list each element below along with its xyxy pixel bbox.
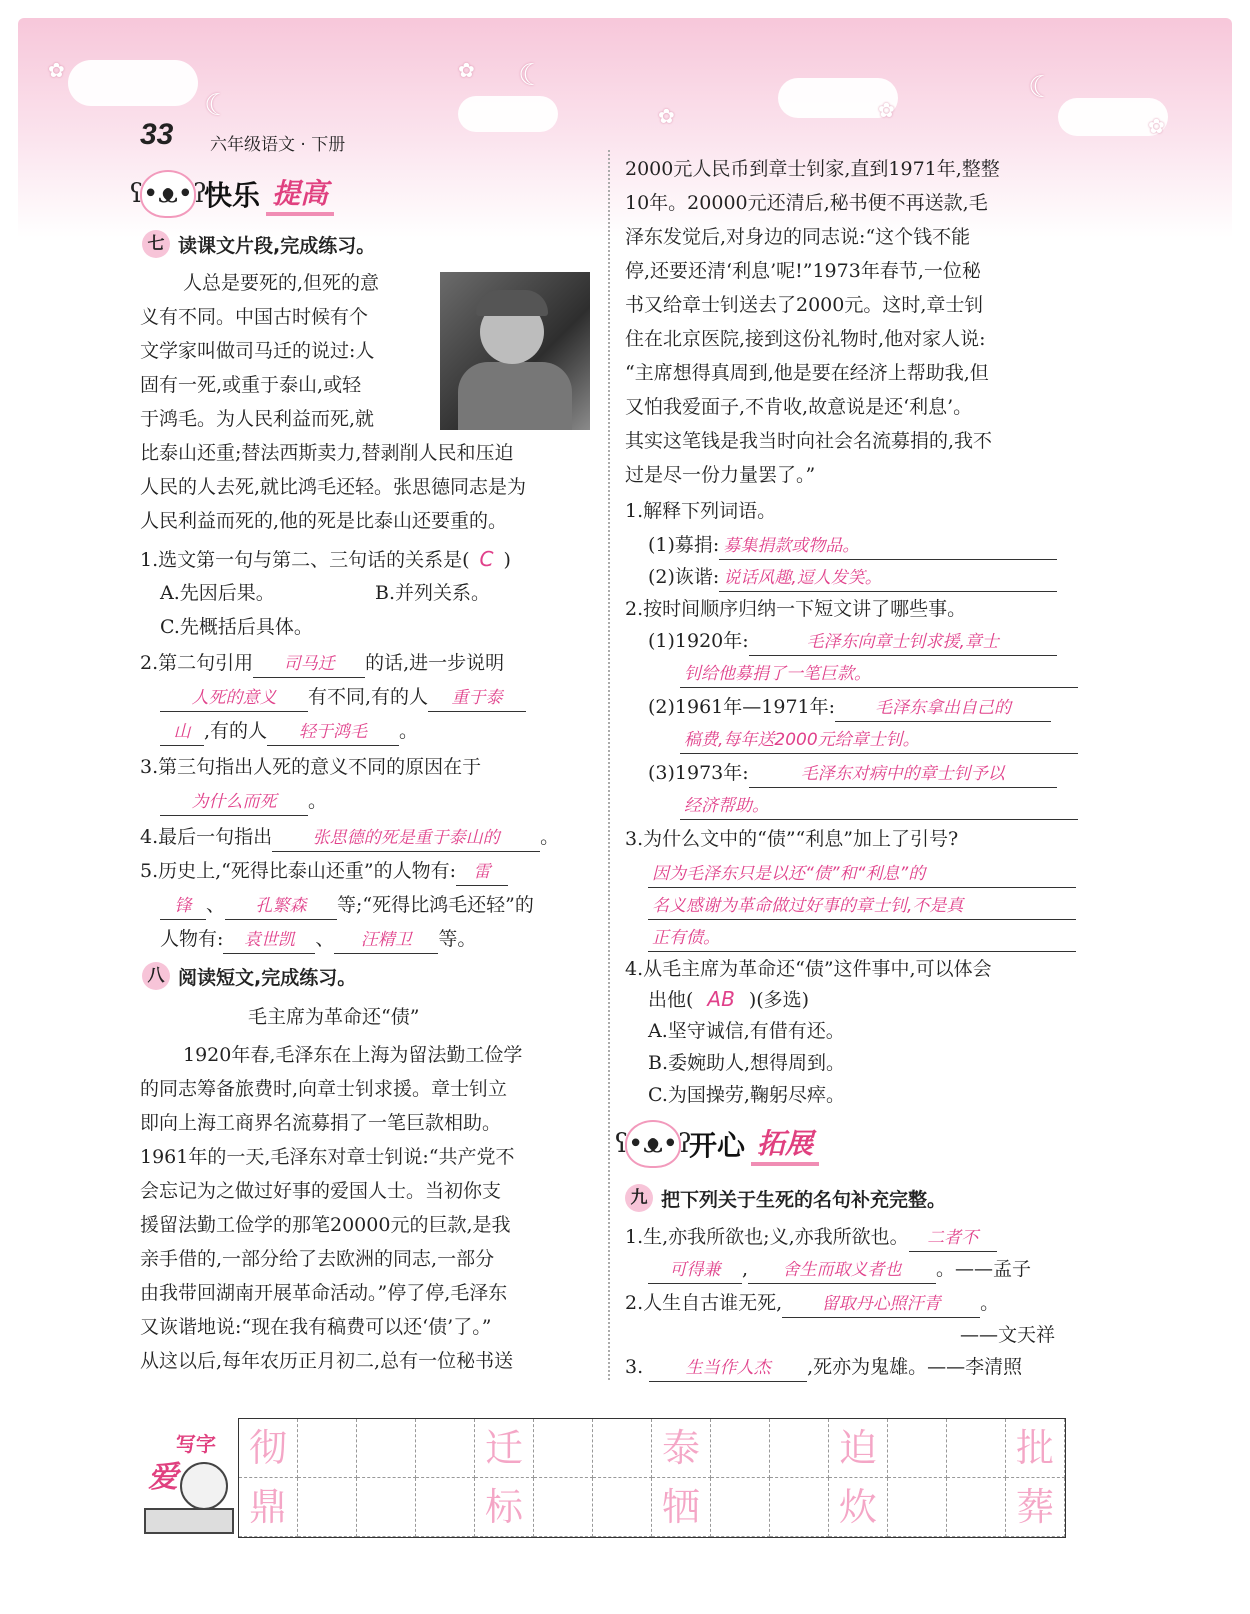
article-line: 其实这笔钱是我当时向社会名流募捐的,我不 bbox=[625, 430, 993, 452]
question-title: 读课文片段,完成练习。 bbox=[178, 234, 376, 257]
answer-blank[interactable]: 袁世凯 bbox=[223, 927, 315, 954]
option-b: B.并列关系。 bbox=[375, 582, 491, 604]
question-number: 八 bbox=[142, 962, 170, 990]
q8-item-3-answer-line bbox=[648, 920, 1076, 954]
grid-cell[interactable] bbox=[947, 1419, 1006, 1478]
grid-cell[interactable] bbox=[947, 1478, 1006, 1537]
q9-item-2 bbox=[625, 1286, 999, 1320]
q7-item-2-cont2 bbox=[160, 714, 418, 748]
grid-cell[interactable] bbox=[298, 1419, 357, 1478]
grid-cell[interactable] bbox=[416, 1419, 475, 1478]
answer-blank[interactable]: 可得兼 bbox=[648, 1257, 742, 1284]
q8-item-3-answer-line bbox=[648, 888, 1076, 922]
article-line: 过是尽一份力量罢了。” bbox=[625, 464, 816, 486]
q9-item-1 bbox=[625, 1220, 997, 1254]
grid-cell[interactable] bbox=[711, 1419, 770, 1478]
article-line: 会忘记为之做过好事的爱国人士。当初你支 bbox=[140, 1180, 502, 1202]
q7-item-2 bbox=[140, 646, 504, 680]
item-text: 。 bbox=[399, 720, 419, 742]
answer-blank[interactable]: 锋 bbox=[160, 893, 206, 920]
passage-line: 义有不同。中国古时候有个 bbox=[140, 306, 369, 328]
writing-label: 写字 bbox=[176, 1432, 216, 1456]
option-b: B.委婉助人,想得周到。 bbox=[648, 1052, 846, 1074]
star-icon: ✿ bbox=[48, 58, 65, 82]
answer-blank[interactable]: 人死的意义 bbox=[160, 685, 308, 712]
writing-practice-label bbox=[140, 1418, 232, 1536]
q9-item-1-cont bbox=[648, 1252, 1031, 1286]
article-line: 10年。20000元还清后,秘书便不再送款,毛 bbox=[625, 192, 988, 214]
article-line: 又怕我爱面子,不肯收,故意说是还‘利息’。 bbox=[625, 396, 973, 418]
question-number: 七 bbox=[142, 230, 170, 258]
item-text: 。 bbox=[540, 826, 560, 848]
passage-line: 人总是要死的,但死的意 bbox=[183, 272, 380, 294]
grid-cell[interactable]: 批 bbox=[1006, 1419, 1065, 1478]
grid-cell[interactable]: 彻 bbox=[239, 1419, 298, 1478]
section-heading-expand bbox=[614, 1120, 819, 1168]
question-title: 把下列关于生死的名句补充完整。 bbox=[661, 1188, 947, 1211]
grid-cell[interactable] bbox=[711, 1478, 770, 1537]
passage-line: 固有一死,或重于泰山,或轻 bbox=[140, 374, 362, 396]
answer-blank[interactable]: 募集捐款或物品。 bbox=[719, 533, 1057, 560]
q8-item-1a bbox=[648, 528, 1057, 562]
grid-cell[interactable]: 鼎 bbox=[239, 1478, 298, 1537]
q8-item-2b-cont bbox=[680, 722, 1078, 756]
bear-icon: ʕ•ᴥ•ʔ bbox=[625, 1120, 681, 1168]
item-text: 。 bbox=[980, 1292, 1000, 1314]
section-label: 开心 bbox=[689, 1129, 746, 1162]
portrait-photo bbox=[440, 272, 590, 430]
option-a: A.坚守诚信,有借有还。 bbox=[648, 1020, 845, 1042]
q8-item-3-answer-line bbox=[648, 856, 1076, 890]
section-label-accent: 提高 bbox=[266, 172, 334, 216]
grid-cell[interactable] bbox=[357, 1419, 416, 1478]
answer-blank[interactable]: 生当作人杰 bbox=[649, 1355, 807, 1382]
item-text: ,有的人 bbox=[204, 720, 268, 742]
q8-item-1b bbox=[648, 560, 1057, 594]
article-line: 援留法勤工俭学的那笔20000元的巨款,是我 bbox=[140, 1214, 511, 1236]
article-line: 住在北京医院,接到这份礼物时,他对家人说: bbox=[625, 328, 986, 350]
item-text: 出他( bbox=[648, 989, 694, 1011]
q8-item-2a-cont bbox=[680, 656, 1078, 690]
cloud-decoration bbox=[68, 60, 198, 106]
item-text: 1.生,亦我所欲也;义,亦我所欲也。 bbox=[625, 1226, 909, 1248]
answer-blank[interactable]: 汪精卫 bbox=[334, 927, 438, 954]
item-text: (2)诙谐: bbox=[648, 566, 720, 588]
grid-cell[interactable] bbox=[770, 1419, 829, 1478]
item-text: (2)1961年—1971年: bbox=[648, 696, 836, 718]
item-text: (3)1973年: bbox=[648, 762, 749, 784]
bear-icon: ʕ•ᴥ•ʔ bbox=[140, 170, 196, 218]
section-label: 快乐 bbox=[204, 179, 261, 212]
answer-blank[interactable]: 张思德的死是重于泰山的 bbox=[272, 825, 540, 852]
item-text: 2.人生自古谁无死, bbox=[625, 1292, 783, 1314]
q7-item-4 bbox=[140, 820, 559, 854]
answer-blank[interactable]: 经济帮助。 bbox=[680, 793, 1078, 820]
passage-line: 文学家叫做司马迁的说过:人 bbox=[140, 340, 375, 362]
star-icon: ✿ bbox=[458, 58, 475, 82]
answer-blank[interactable]: 稿费,每年送2000元给章士钊。 bbox=[680, 727, 1078, 754]
grid-cell[interactable] bbox=[593, 1419, 652, 1478]
item-text: 3. bbox=[625, 1356, 644, 1378]
page-number: 33 bbox=[140, 118, 174, 151]
grid-cell[interactable] bbox=[593, 1478, 652, 1537]
column-divider bbox=[608, 150, 610, 1380]
answer-blank[interactable]: 孔繁森 bbox=[225, 893, 337, 920]
desk-icon bbox=[144, 1508, 234, 1534]
article-line: 的同志筹备旅费时,向章士钊求援。章士钊立 bbox=[140, 1078, 508, 1100]
item-text: 的话,进一步说明 bbox=[365, 652, 505, 674]
item-text: ) bbox=[503, 549, 511, 571]
item-text: (1)1920年: bbox=[648, 630, 749, 652]
item-text: (1)募捐: bbox=[648, 534, 720, 556]
article-line: 即向上海工商界名流募捐了一笔巨款相助。 bbox=[140, 1112, 502, 1134]
answer-blank[interactable]: 钊给他募捐了一笔巨款。 bbox=[680, 661, 1078, 688]
item-text: 2.第二句引用 bbox=[140, 652, 254, 674]
answer-blank[interactable]: 舍生而取义者也 bbox=[748, 1257, 936, 1284]
passage-line: 人民利益而死的,他的死是比泰山还要重的。 bbox=[140, 510, 508, 532]
q8-item-2: 2.按时间顺序归纳一下短文讲了哪些事。 bbox=[625, 598, 967, 620]
grid-cell[interactable] bbox=[534, 1419, 593, 1478]
moon-icon: ☾ bbox=[204, 88, 231, 123]
answer-text: C bbox=[479, 547, 494, 571]
item-text: )(多选) bbox=[748, 989, 810, 1011]
grid-cell[interactable] bbox=[888, 1419, 947, 1478]
q7-item-3: 3.第三句指出人死的意义不同的原因在于 bbox=[140, 756, 482, 778]
q7-item-3-cont bbox=[160, 784, 327, 818]
item-text: 5.历史上,“死得比泰山还重”的人物有: bbox=[140, 860, 456, 882]
article-line: 从这以后,每年农历正月初二,总有一位秘书送 bbox=[140, 1350, 514, 1372]
question-7-heading bbox=[142, 230, 375, 258]
moon-icon: ☾ bbox=[1028, 70, 1055, 105]
quote-author: ——文天祥 bbox=[960, 1324, 1056, 1346]
option-a: A.先因后果。 bbox=[160, 582, 275, 604]
grid-cell[interactable]: 牺 bbox=[652, 1478, 711, 1537]
item-text: 人物有: bbox=[160, 928, 224, 950]
grid-cell[interactable] bbox=[357, 1478, 416, 1537]
answer-blank[interactable]: 为什么而死 bbox=[160, 789, 308, 816]
item-text: 1.选文第一句与第二、三句话的关系是( bbox=[140, 549, 470, 571]
answer-blank[interactable]: 二者不 bbox=[909, 1225, 997, 1252]
q7-item-5-cont2 bbox=[160, 922, 476, 956]
article-line: 停,还要还清‘利息’呢!”1973年春节,一位秘 bbox=[625, 260, 981, 282]
article-line: “主席想得真周到,他是要在经济上帮助我,但 bbox=[625, 362, 989, 384]
answer-blank[interactable]: 雷 bbox=[456, 859, 508, 886]
grid-cell[interactable] bbox=[534, 1478, 593, 1537]
item-text: 。 bbox=[308, 790, 328, 812]
grid-cell[interactable] bbox=[298, 1478, 357, 1537]
grid-cell[interactable] bbox=[416, 1478, 475, 1537]
article-line: 1920年春,毛泽东在上海为留法勤工俭学 bbox=[183, 1044, 523, 1066]
writing-grid bbox=[238, 1418, 1066, 1538]
grid-cell[interactable]: 迁 bbox=[475, 1419, 534, 1478]
passage-line: 人民的人去死,就比鸿毛还轻。张思德同志是为 bbox=[140, 476, 527, 498]
q8-item-2b bbox=[648, 690, 1051, 724]
moon-icon: ☾ bbox=[518, 58, 545, 93]
article-line: 又诙谐地说:“现在我有稿费可以还‘债’了。” bbox=[140, 1316, 492, 1338]
answer-blank[interactable]: 毛泽东拿出自己的 bbox=[835, 695, 1051, 722]
article-line: 亲手借的,一部分给了去欧洲的同志,一部分 bbox=[140, 1248, 495, 1270]
grid-cell[interactable]: 迫 bbox=[829, 1419, 888, 1478]
grid-cell[interactable]: 泰 bbox=[652, 1419, 711, 1478]
item-text: 有不同,有的人 bbox=[308, 686, 429, 708]
article-line: 由我带回湖南开展革命活动。”停了停,毛泽东 bbox=[140, 1282, 508, 1304]
answer-blank[interactable]: 名义感谢为革命做过好事的章士钊,不是真 bbox=[648, 893, 1076, 920]
passage-line: 于鸿毛。为人民利益而死,就 bbox=[140, 408, 375, 430]
writing-label-accent: 爱 bbox=[148, 1460, 178, 1495]
option-c: C.为国操劳,鞠躬尽瘁。 bbox=[648, 1084, 845, 1106]
q7-item-1 bbox=[140, 542, 511, 577]
star-icon: ✿ bbox=[1148, 114, 1165, 138]
question-number: 九 bbox=[625, 1184, 653, 1212]
q8-item-2c bbox=[648, 756, 1057, 790]
answer-blank[interactable]: 轻于鸿毛 bbox=[267, 719, 399, 746]
answer-blank[interactable]: 说话风趣,逗人发笑。 bbox=[719, 565, 1057, 592]
item-text: 4.最后一句指出 bbox=[140, 826, 273, 848]
grid-cell[interactable]: 葬 bbox=[1006, 1478, 1065, 1537]
article-title: 毛主席为革命还“债” bbox=[248, 1006, 420, 1028]
answer-blank[interactable]: 正有债。 bbox=[648, 925, 1076, 952]
grid-cell[interactable]: 炊 bbox=[829, 1478, 888, 1537]
q8-item-1: 1.解释下列词语。 bbox=[625, 500, 777, 522]
q7-item-5 bbox=[140, 854, 508, 888]
item-text: 。——孟子 bbox=[936, 1258, 1032, 1280]
item-text: 、 bbox=[206, 894, 226, 916]
answer-text: AB bbox=[707, 987, 735, 1011]
grid-cell[interactable] bbox=[888, 1478, 947, 1537]
option-c: C.先概括后具体。 bbox=[160, 616, 313, 638]
item-text: 、 bbox=[315, 928, 335, 950]
q8-item-3: 3.为什么文中的“债”“利息”加上了引号? bbox=[625, 828, 959, 850]
q8-item-2c-cont bbox=[680, 788, 1078, 822]
item-text: , bbox=[742, 1258, 749, 1280]
question-title: 阅读短文,完成练习。 bbox=[178, 966, 357, 989]
child-writing-icon bbox=[180, 1462, 228, 1510]
item-text: 等。 bbox=[438, 928, 477, 950]
item-text: 等;“死得比鸿毛还轻”的 bbox=[337, 894, 534, 916]
answer-blank[interactable]: 司马迁 bbox=[253, 651, 365, 678]
article-line: 1961年的一天,毛泽东对章士钊说:“共产党不 bbox=[140, 1146, 515, 1168]
article-line: 泽东发觉后,对身边的同志说:“这个钱不能 bbox=[625, 226, 971, 248]
answer-blank[interactable]: 山 bbox=[160, 719, 204, 746]
passage-line: 比泰山还重;替法西斯卖力,替剥削人民和压迫 bbox=[140, 442, 514, 464]
item-text: ,死亦为鬼雄。——李清照 bbox=[807, 1356, 1023, 1378]
section-heading-improve bbox=[129, 170, 334, 218]
star-icon: ✿ bbox=[878, 98, 895, 122]
cloud-decoration bbox=[458, 96, 558, 132]
q8-item-4-cont bbox=[648, 982, 809, 1017]
question-8-heading bbox=[142, 962, 356, 990]
star-icon: ✿ bbox=[658, 104, 675, 128]
q7-item-5-cont bbox=[160, 888, 534, 922]
answer-blank[interactable]: 毛泽东向章士钊求援,章士 bbox=[749, 629, 1057, 656]
grid-cell[interactable] bbox=[770, 1478, 829, 1537]
article-line: 书又给章士钊送去了2000元。这时,章士钊 bbox=[625, 294, 984, 316]
section-label-accent: 拓展 bbox=[751, 1122, 819, 1166]
q7-item-2-cont bbox=[160, 680, 526, 714]
grid-cell[interactable]: 标 bbox=[475, 1478, 534, 1537]
book-title: 六年级语文 · 下册 bbox=[210, 135, 346, 155]
q9-item-3 bbox=[625, 1350, 1022, 1384]
answer-blank[interactable]: 留取丹心照汗青 bbox=[782, 1291, 980, 1318]
question-9-heading bbox=[625, 1184, 946, 1212]
answer-blank[interactable]: 毛泽东对病中的章士钊予以 bbox=[749, 761, 1057, 788]
q8-item-4: 4.从毛主席为革命还“债”这件事中,可以体会 bbox=[625, 958, 992, 980]
answer-blank[interactable]: 重于泰 bbox=[428, 685, 526, 712]
q8-item-2a bbox=[648, 624, 1057, 658]
article-line: 2000元人民币到章士钊家,直到1971年,整整 bbox=[625, 158, 1000, 180]
answer-blank[interactable]: 因为毛泽东只是以还“债”和“利息”的 bbox=[648, 861, 1076, 888]
